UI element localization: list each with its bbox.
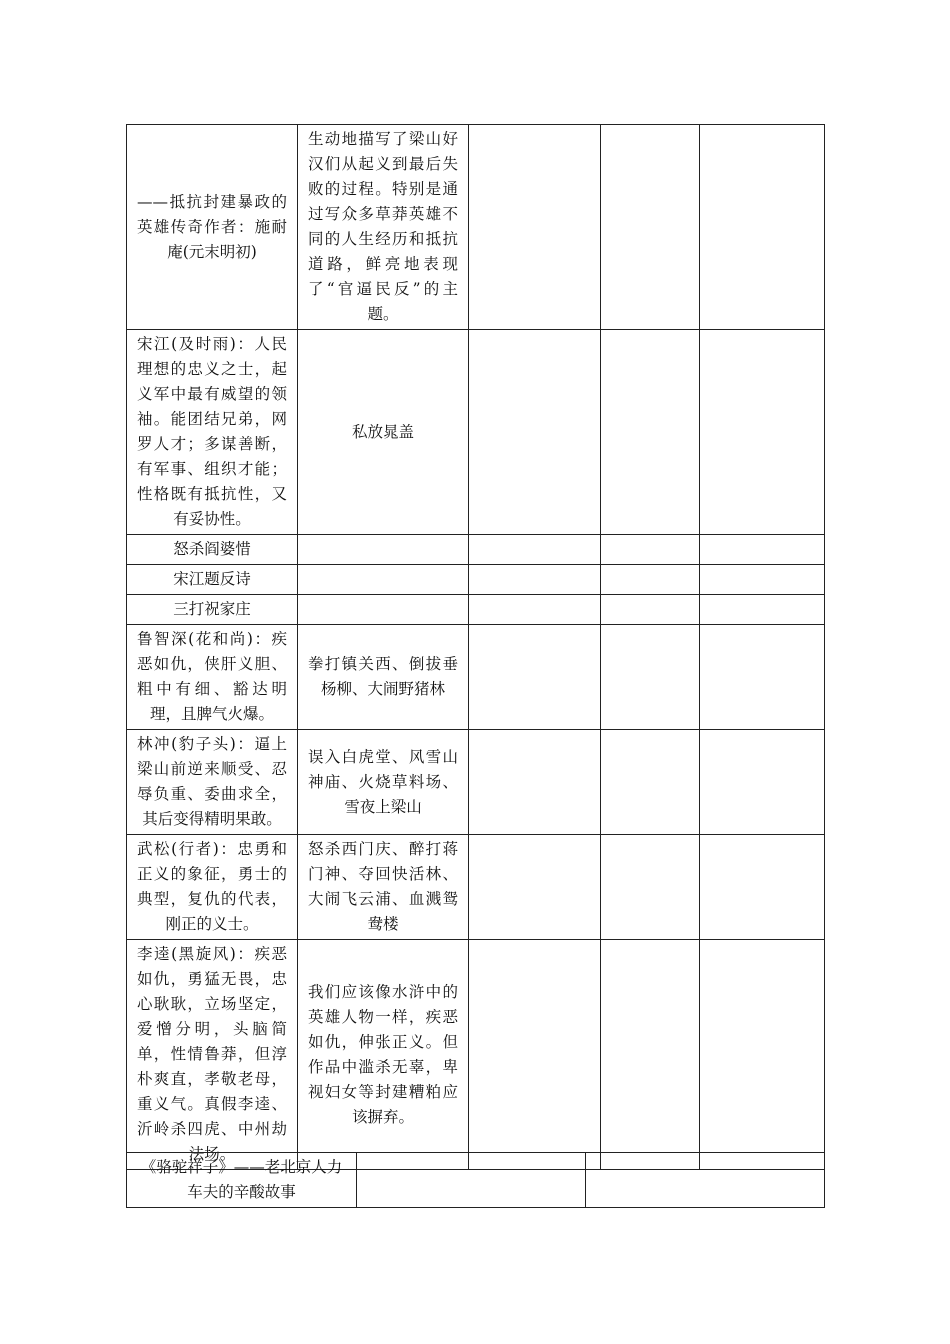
cell-empty xyxy=(700,535,825,565)
table-row xyxy=(127,535,825,565)
cell-empty xyxy=(700,940,825,1170)
cell-empty xyxy=(601,835,700,940)
cell-empty xyxy=(469,940,601,1170)
cell-empty xyxy=(700,730,825,835)
cell-empty xyxy=(700,125,825,330)
cell-topic: ——抵抗封建暴政的英雄传奇作者：施耐庵(元末明初) xyxy=(127,125,298,330)
cell-book-title: 《骆驼祥子》——老北京人力车夫的辛酸故事 xyxy=(127,1153,357,1208)
cell-empty xyxy=(469,595,601,625)
cell-character: 林冲(豹子头)：逼上梁山前逆来顺受、忍辱负重、委曲求全，其后变得精明果敢。 xyxy=(127,730,298,835)
cell-empty xyxy=(469,330,601,535)
cell-empty xyxy=(357,1153,586,1208)
table-row xyxy=(127,1153,825,1208)
cell-empty xyxy=(469,730,601,835)
table-row xyxy=(127,565,825,595)
table-row xyxy=(127,835,825,940)
cell-empty xyxy=(298,595,469,625)
cell-empty xyxy=(298,565,469,595)
table-row xyxy=(127,595,825,625)
cell-event-title: 宋江题反诗 xyxy=(127,565,298,595)
cell-empty xyxy=(700,835,825,940)
cell-empty xyxy=(601,595,700,625)
cell-empty xyxy=(469,535,601,565)
cell-empty xyxy=(469,125,601,330)
cell-event: 误入白虎堂、风雪山神庙、火烧草料场、雪夜上梁山 xyxy=(298,730,469,835)
cell-empty xyxy=(469,625,601,730)
cell-event: 拳打镇关西、倒拔垂杨柳、大闹野猪林 xyxy=(298,625,469,730)
table-row xyxy=(127,625,825,730)
cell-empty xyxy=(700,565,825,595)
cell-event: 私放晁盖 xyxy=(298,330,469,535)
table-row xyxy=(127,330,825,535)
cell-empty xyxy=(700,625,825,730)
cell-event: 怒杀西门庆、醉打蒋门神、夺回快活林、大闹飞云浦、血溅鸳鸯楼 xyxy=(298,835,469,940)
cell-empty xyxy=(700,330,825,535)
main-table xyxy=(126,124,825,1170)
cell-character: 鲁智深(花和尚)：疾恶如仇，侠肝义胆、粗中有细、豁达明理，且脾气火爆。 xyxy=(127,625,298,730)
cell-empty xyxy=(601,125,700,330)
cell-empty xyxy=(601,330,700,535)
cell-empty xyxy=(469,835,601,940)
table-row xyxy=(127,125,825,330)
cell-character: 武松(行者)：忠勇和正义的象征，勇士的典型，复仇的代表，刚正的义士。 xyxy=(127,835,298,940)
cell-content: 生动地描写了梁山好汉们从起义到最后失败的过程。特别是通过写众多草莽英雄不同的人生经历和抵抗道路，鲜亮地表现了“官逼民反”的主题。 xyxy=(298,125,469,330)
table-row xyxy=(127,730,825,835)
cell-character: 宋江(及时雨)：人民理想的忠义之士，起义军中最有威望的领袖。能团结兄弟，网罗人才；多谋善断，有军事、组织才能；性格既有抵抗性，又有妥协性。 xyxy=(127,330,298,535)
cell-empty xyxy=(298,535,469,565)
cell-empty xyxy=(700,595,825,625)
cell-empty xyxy=(601,565,700,595)
cell-empty xyxy=(586,1153,825,1208)
cell-empty xyxy=(601,730,700,835)
second-table xyxy=(126,1152,825,1208)
cell-empty xyxy=(469,565,601,595)
table-row xyxy=(127,940,825,1170)
cell-event: 我们应该像水浒中的英雄人物一样，疾恶如仇，伸张正义。但作品中滥杀无辜，卑视妇女等封建糟粕应该摒弃。 xyxy=(298,940,469,1170)
cell-character: 李逵(黑旋风)：疾恶如仇，勇猛无畏，忠心耿耿，立场坚定，爱憎分明，头脑简单，性情鲁莽，但淳朴爽直，孝敬老母，重义气。真假李逵、沂岭杀四虎、中州劫法场。 xyxy=(127,940,298,1170)
cell-empty xyxy=(601,535,700,565)
cell-event-title: 三打祝家庄 xyxy=(127,595,298,625)
cell-empty xyxy=(601,625,700,730)
cell-event-title: 怒杀阎婆惜 xyxy=(127,535,298,565)
cell-empty xyxy=(601,940,700,1170)
